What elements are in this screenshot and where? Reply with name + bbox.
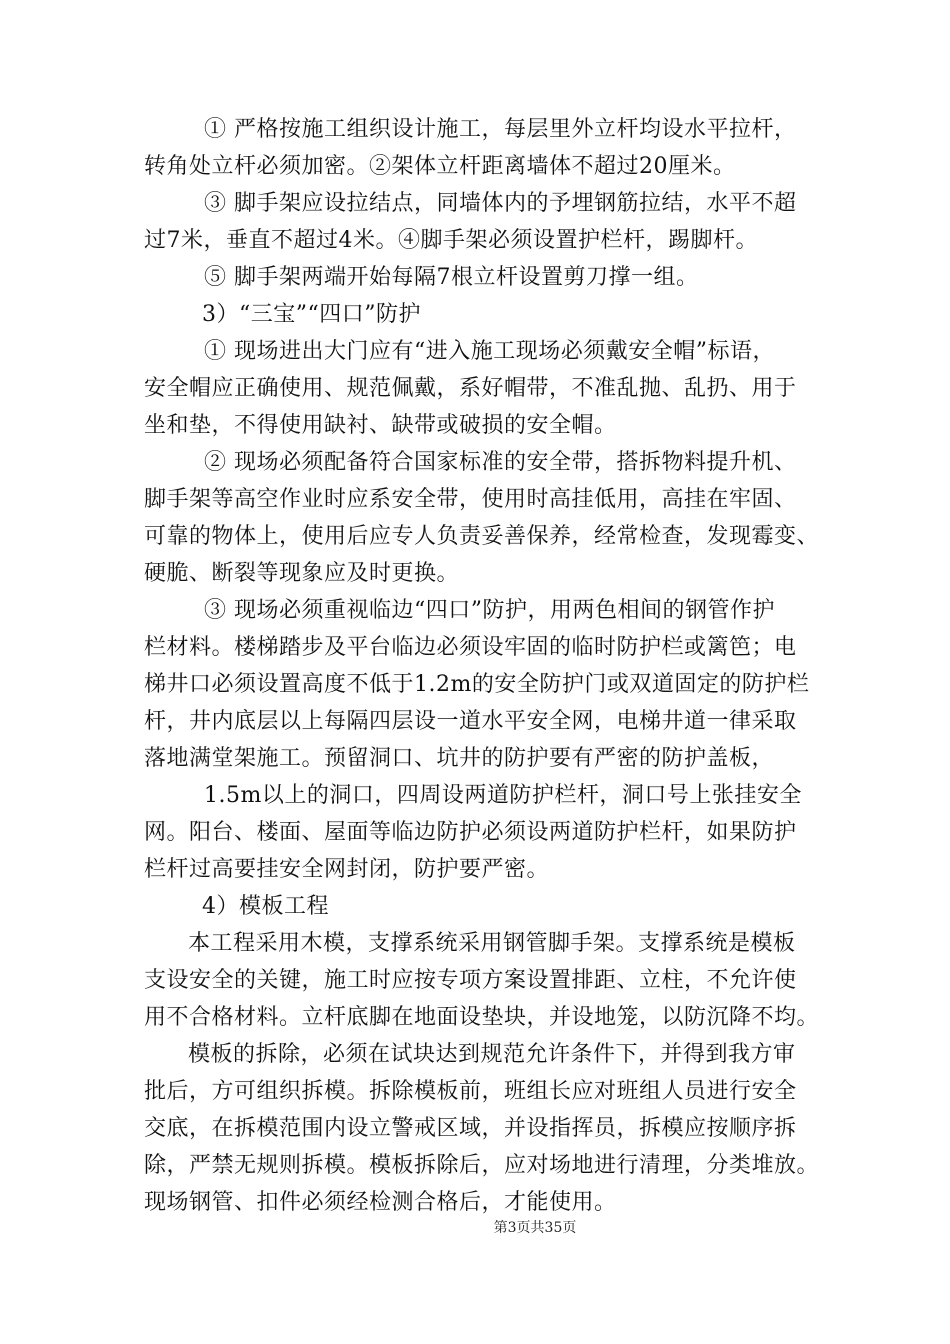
text-line: 除，严禁无规则拆模。模板拆除后，应对场地进行清理，分类堆放。 — [144, 1153, 820, 1178]
text-line: 可靠的物体上，使用后应专人负责妥善保养，经常检查，发现霉变、 — [144, 524, 820, 549]
text-line: 杆，井内底层以上每隔四层设一道水平安全网，电梯井道一律采取 — [144, 709, 797, 734]
text-line: 网。阳台、楼面、屋面等临边防护必须设两道防护栏杆，如果防护 — [144, 820, 797, 845]
text-line: 栏杆过高要挂安全网封闭，防护要严密。 — [144, 857, 550, 882]
text-line: 过7米，垂直不超过4米。④脚手架必须设置护栏杆，踢脚杆。 — [144, 228, 758, 253]
text-line: 本工程采用木模，支撑系统采用钢管脚手架。支撑系统是模板 — [188, 931, 796, 956]
text-line: 模板的拆除，必须在试块达到规范允许条件下，并得到我方审 — [188, 1042, 796, 1067]
text-line: 4）模板工程 — [202, 894, 329, 919]
text-line: ③ 现场必须重视临边“四口”防护，用两色相间的钢管作护 — [204, 598, 775, 623]
text-line: 坐和垫，不得使用缺衬、缺带或破损的安全帽。 — [144, 413, 617, 438]
text-line: ② 现场必须配备符合国家标准的安全带，搭拆物料提升机、 — [204, 450, 797, 475]
text-line: 脚手架等高空作业时应系安全带，使用时高挂低用，高挂在牢固、 — [144, 487, 797, 512]
text-line: 硬脆、断裂等现象应及时更换。 — [144, 561, 460, 586]
text-line: ① 现场进出大门应有“进入施工现场必须戴安全帽”标语， — [204, 339, 775, 364]
document-body — [144, 112, 824, 1222]
text-line: 转角处立杆必须加密。②架体立杆距离墙体不超过20厘米。 — [144, 154, 736, 179]
text-line: 安全帽应正确使用、规范佩戴，系好帽带，不准乱抛、乱扔、用于 — [144, 376, 797, 401]
text-line: ① 严格按施工组织设计施工，每层里外立杆均设水平拉杆， — [204, 117, 797, 142]
text-line: 梯井口必须设置高度不低于1.2m的安全防护门或双道固定的防护栏 — [144, 672, 810, 697]
text-line: 批后，方可组织拆模。拆除模板前，班组长应对班组人员进行安全 — [144, 1079, 797, 1104]
text-line: 落地满堂架施工。预留洞口、坑井的防护要有严密的防护盖板， — [144, 746, 775, 771]
text-line: 1.5m以上的洞口，四周设两道防护栏杆，洞口号上张挂安全 — [204, 783, 802, 808]
text-line: ⑤ 脚手架两端开始每隔7根立杆设置剪刀撑一组。 — [204, 265, 699, 290]
text-line: 现场钢管、扣件必须经检测合格后，才能使用。 — [144, 1190, 617, 1215]
text-line: 用不合格材料。立杆底脚在地面设垫块，并设地笼，以防沉降不均。 — [144, 1005, 820, 1030]
text-line: ③ 脚手架应设拉结点，同墙体内的予埋钢筋拉结，水平不超 — [204, 191, 797, 216]
text-line: 支设安全的关键，施工时应按专项方案设置排距、立柱，不允许使 — [144, 968, 797, 993]
text-line: 栏材料。楼梯踏步及平台临边必须设牢固的临时防护栏或篱笆；电 — [144, 635, 797, 660]
text-line: 交底，在拆模范围内设立警戒区域，并设指挥员，拆模应按顺序拆 — [144, 1116, 797, 1141]
text-line: 3）“三宝”“四口”防护 — [202, 302, 421, 327]
page-number-footer: 第3页共35页 — [493, 1220, 577, 1236]
